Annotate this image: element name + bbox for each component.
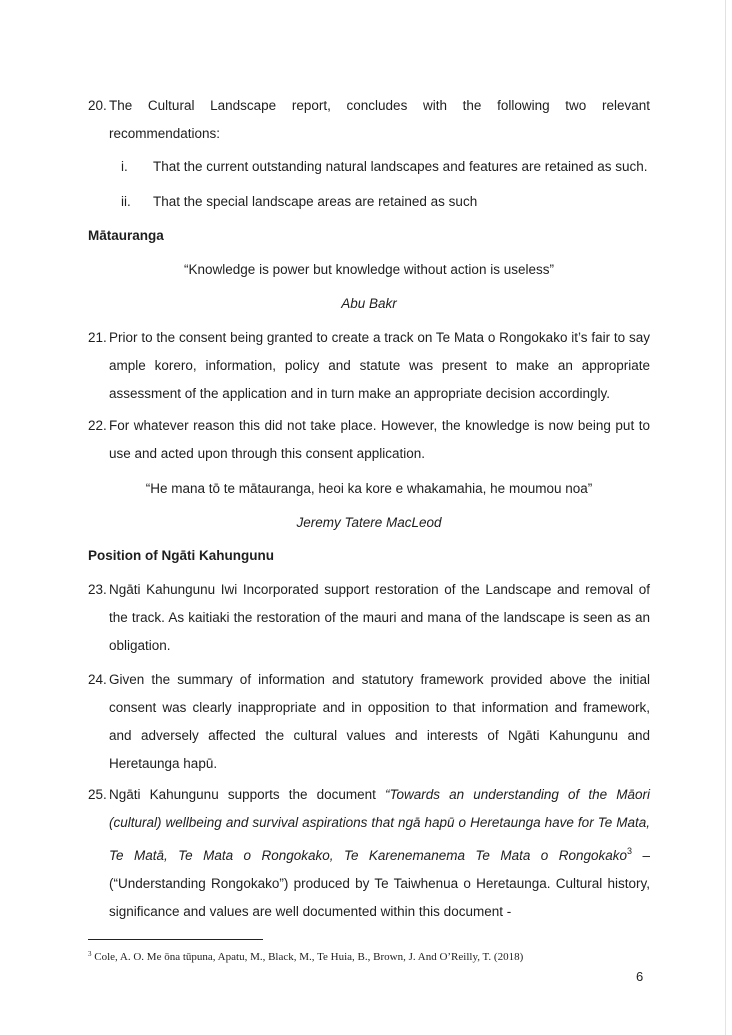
paragraph-number: 25. [88,787,107,802]
paragraph-number: 24. [88,672,107,687]
paragraph-22 [88,412,650,468]
paragraph-number: 21. [88,330,107,345]
roman-numeral: i. [121,159,128,174]
footnote-divider [88,939,263,940]
paragraph-20 [88,92,650,148]
paragraph-text: For whatever reason this did not take place. However, the knowledge is now being put to use and acted upon through this consent application. [109,418,650,461]
page-number: 6 [636,969,644,984]
footnote-number: 3 [88,950,92,958]
paragraph-text: Prior to the consent being granted to create a track on Te Mata o Rongokako it’s fair to say ample korero, information, policy and statute was present to make an appropriate assessment of the application and in turn make an appropriate decision accordingly. [109,330,650,401]
paragraph-text: Given the summary of information and statutory framework provided above the initial consent was clearly inappropriate and in opposition to that information and framework, and adversely affected the cultural values and interests of Ngāti Kahungunu and Heretaunga hapū. [109,672,650,771]
paragraph-number: 20. [88,98,107,113]
paragraph-21 [88,324,650,408]
paragraph-number: 22. [88,418,107,433]
paragraph-text: Ngāti Kahungunu Iwi Incorporated support restoration of the Landscape and removal of the track. As kaitiaki the restoration of the mauri and mana of the landscape is seen as an obligation. [109,582,650,653]
recommendation-text: That the current outstanding natural landscapes and features are retained as such. [153,159,648,174]
paragraph-number: 23. [88,582,107,597]
paragraph-rest: – (“Understanding Rongokako”) produced by Te Taiwhenua o Heretaunga. Cultural history, significance and values are well documented within this document - [109,848,650,919]
roman-numeral: ii. [121,194,131,209]
section-heading-matauranga: Mātauranga [88,228,164,243]
section-heading-position: Position of Ngāti Kahungunu [88,548,274,563]
quote-maori: “He mana tō te mātauranga, heoi ka kore e whakamahia, he moumou noa” [145,481,593,496]
recommendation-item [121,156,661,178]
document-title: “Towards an understanding of the Māori (cultural) wellbeing and survival aspirations that ngā hapū o Heretaunga have for Te Mata, Te Matā, Te Mata o Rongokako, Te Karenemanema Te Mata o Rongokako [109,787,650,863]
quote-knowledge: “Knowledge is power but knowledge without action is useless” [184,262,554,277]
recommendation-item [121,191,661,213]
paragraph-text [109,781,650,926]
paragraph-23 [88,576,650,660]
footnote-reference: 3 [627,846,633,856]
recommendation-text: That the special landscape areas are retained as such [153,194,478,209]
quote-attribution: Jeremy Tatere MacLeod [296,515,442,530]
footnote [88,946,648,965]
paragraph-lead: Ngāti Kahungunu supports the document [109,787,386,802]
quote-attribution: Abu Bakr [341,296,397,311]
paragraph-text: The Cultural Landscape report, concludes with the following two relevant recommendations: [109,98,650,141]
footnote-text: Cole, A. O. Me ōna tūpuna, Apatu, M., Black, M., Te Huia, B., Brown, J. And O’Reilly, T. (2018) [94,951,524,963]
paragraph-24 [88,666,650,778]
paragraph-25 [88,781,650,926]
